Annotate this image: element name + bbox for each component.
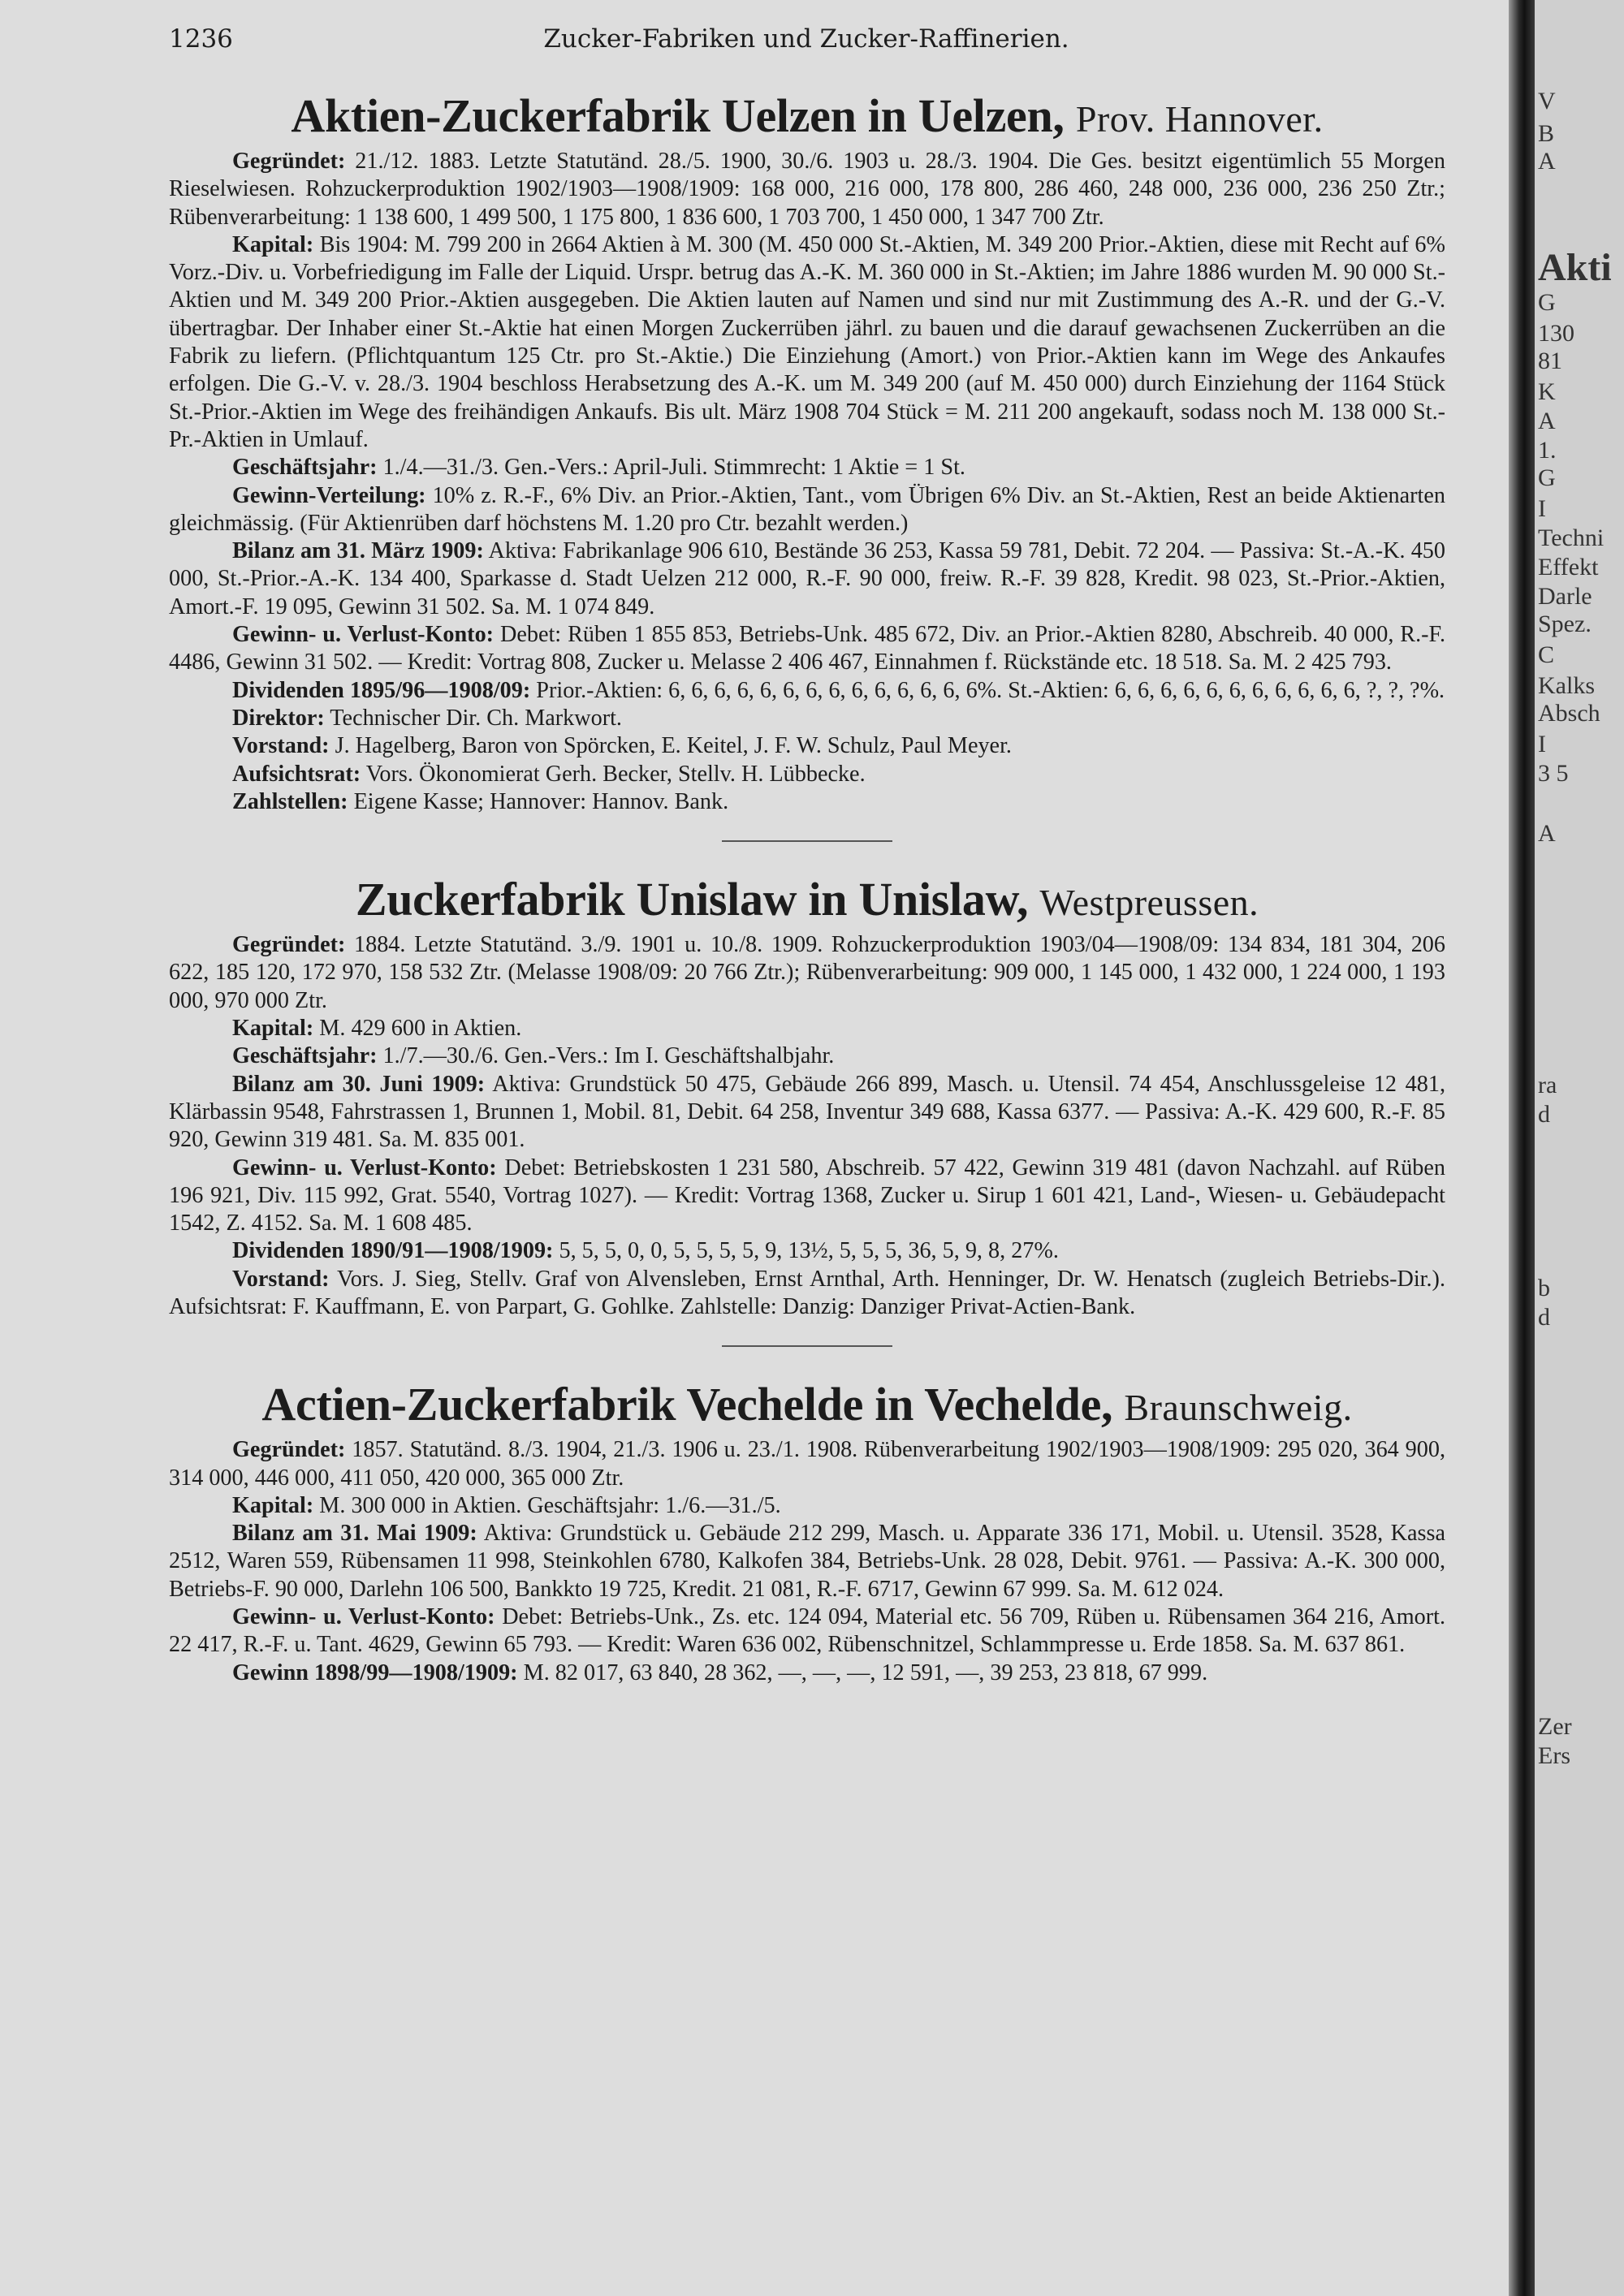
entry-paragraph [169, 1436, 1445, 1492]
adjacent-fragment: Zer [1538, 1713, 1572, 1740]
entry-title-uelzen [169, 88, 1445, 148]
adjacent-fragment: 1. [1538, 437, 1557, 464]
field-label: Gegründet: [232, 932, 346, 958]
adjacent-fragment: A [1538, 820, 1556, 847]
entry-paragraph [169, 231, 1445, 454]
entry-title-main: Actien-Zuckerfabrik Vechelde in Vechelde, [261, 1378, 1113, 1431]
field-text: 1857. Statutänd. 8./3. 1904, 21./3. 1906 u. 23./1. 1908. Rübenverarbeitung 1902/1903—1908/1909: 295 020, 364 900, 314 000, 446 000, 411 050, 420 000, 365 000 Ztr. [169, 1437, 1445, 1491]
field-text: M. 300 000 in Aktien. Geschäftsjahr: 1./6.—31./5. [313, 1492, 781, 1518]
field-text: Aktiva: Grundstück 50 475, Gebäude 266 899, Masch. u. Utensil. 74 454, Anschlussgeleise 12 481, Klärbassin 9548, Fahrstrassen 1, Brunnen 1, Mobil. 81, Debit. 64 258, Inventur 349 688, Kassa 6377. — Passiva: A.-K. 429 600, R.-F. 85 920, Gewinn 319 481. Sa. M. 835 001. [169, 1071, 1445, 1153]
field-label: Gewinn- u. Verlust-Konto: [232, 1154, 497, 1180]
adjacent-fragment: Akti [1538, 246, 1612, 289]
adjacent-fragment: Effekt [1538, 554, 1599, 580]
field-text: 5, 5, 5, 0, 0, 5, 5, 5, 5, 9, 13½, 5, 5, 5, 36, 5, 9, 8, 27%. [553, 1238, 1059, 1264]
entry-paragraph [169, 1266, 1445, 1322]
page-content [169, 88, 1445, 1687]
entry-title-place: Braunschweig. [1124, 1387, 1353, 1429]
field-label: Dividenden 1890/91—1908/1909: [232, 1238, 554, 1264]
adjacent-fragment: d [1538, 1101, 1550, 1128]
adjacent-page-edge [1535, 0, 1624, 2296]
field-text: Vors. J. Sieg, Stellv. Graf von Alvensleben, Ernst Arnthal, Arth. Henninger, Dr. W. Henatsch (zugleich Betriebs-Dir.). Aufsichtsrat: F. Kauffmann, E. von Parpart, G. Gohlke. Zahlstelle: Danzig: Danziger Privat-Actien-Bank. [169, 1266, 1445, 1319]
field-text: Technischer Dir. Ch. Markwort. [324, 705, 622, 731]
field-label: Kapital: [232, 231, 314, 257]
adjacent-fragment: B [1538, 120, 1555, 147]
entry-paragraph [169, 148, 1445, 231]
field-label: Vorstand: [232, 733, 330, 759]
field-text: Aktiva: Grundstück u. Gebäude 212 299, Masch. u. Apparate 336 171, Mobil. u. Utensil. 3528, Kassa 2512, Waren 559, Rübensamen 11 998, Steinkohlen 6780, Kalkofen 384, Betriebs-Unk. 28 028, Debit. 9761. — Passiva: A.-K. 300 000, Betriebs-F. 90 000, Darlehn 106 500, Bankkto 19 725, Kredit. 21 081, R.-F. 6717, Gewinn 67 999. Sa. M. 612 024. [169, 1521, 1445, 1602]
adjacent-fragment: G [1538, 289, 1556, 316]
adjacent-fragment: Techni [1538, 524, 1605, 551]
field-label: Dividenden 1895/96—1908/09: [232, 677, 531, 703]
entry-title-unislaw [169, 871, 1445, 931]
field-label: Bilanz am 30. Juni 1909: [232, 1071, 486, 1097]
book-gutter [1509, 0, 1535, 2296]
field-text: Vors. Ökonomierat Gerh. Becker, Stellv. H. Lübbecke. [361, 761, 866, 787]
field-label: Gewinn-Verteilung: [232, 482, 426, 508]
entry-paragraph [169, 1042, 1445, 1070]
entry-title-place: Prov. Hannover. [1075, 98, 1324, 140]
running-head [169, 24, 1444, 65]
adjacent-fragment: C [1538, 641, 1555, 668]
section-divider [722, 840, 892, 842]
field-label: Zahlstellen: [232, 788, 348, 814]
field-label: Vorstand: [232, 1266, 330, 1292]
entry-paragraph [169, 454, 1445, 481]
adjacent-fragment: A [1538, 148, 1556, 175]
adjacent-fragment: I [1538, 731, 1546, 757]
entry-paragraph [169, 761, 1445, 788]
field-label: Gewinn 1898/99—1908/1909: [232, 1659, 518, 1685]
field-text: Debet: Rüben 1 855 853, Betriebs-Unk. 485 672, Div. an Prior.-Aktien 8280, Abschreib. 40 000, R.-F. 4486, Gewinn 31 502. — Kredit: Vortrag 808, Zucker u. Melasse 2 406 467, Einnahmen f. Rückstände etc. 18 518. Sa. M. 2 425 793. [169, 622, 1446, 675]
adjacent-fragment: I [1538, 495, 1546, 522]
entry-paragraph [169, 732, 1445, 760]
adjacent-fragment: A [1538, 408, 1556, 434]
entry-paragraph [169, 537, 1445, 621]
adjacent-fragment: Kalks [1538, 672, 1595, 699]
adjacent-fragment: Darle [1538, 583, 1592, 610]
entry-paragraph [169, 621, 1445, 677]
field-label: Gewinn- u. Verlust-Konto: [232, 622, 495, 648]
field-text: Prior.-Aktien: 6, 6, 6, 6, 6, 6, 6, 6, 6, 6, 6, 6, 6, 6%. St.-Aktien: 6, 6, 6, 6, 6, 6, 6, 6, 6, 6, 6, ?, ?, ?%. [530, 677, 1445, 703]
entry-paragraph [169, 1237, 1445, 1265]
adjacent-fragment: 81 [1538, 347, 1562, 374]
adjacent-fragment: Absch [1538, 700, 1600, 727]
field-label: Direktor: [232, 705, 325, 731]
entry-paragraph [169, 1603, 1445, 1659]
entry-paragraph [169, 1520, 1445, 1603]
page-number: 1236 [169, 24, 233, 54]
field-text: 10% z. R.-F., 6% Div. an Prior.-Aktien, Tant., vom Übrigen 6% Div. an St.-Aktien, Rest an beide Aktienarten gleichmässig. (Für Aktienrüben darf höchstens M. 1.20 pro Ctr. bezahlt werden.) [169, 482, 1445, 536]
field-text: Eigene Kasse; Hannover: Hannov. Bank. [348, 788, 729, 814]
field-text: 1./4.—31./3. Gen.-Vers.: April-Juli. Stimmrecht: 1 Aktie = 1 St. [377, 455, 965, 481]
adjacent-fragment: Spez. [1538, 611, 1592, 637]
field-label: Kapital: [232, 1492, 314, 1518]
field-text: 1./7.—30./6. Gen.-Vers.: Im I. Geschäftshalbjahr. [377, 1043, 835, 1069]
field-label: Gewinn- u. Verlust-Konto: [232, 1604, 495, 1630]
entry-title-main: Aktien-Zuckerfabrik Uelzen in Uelzen, [291, 89, 1065, 142]
field-text: 1884. Letzte Statutänd. 3./9. 1901 u. 10./8. 1909. Rohzuckerproduktion 1903/04—1908/09: 134 834, 181 304, 206 622, 185 120, 172 970, 158 532 Ztr. (Melasse 1908/09: 20 766 Ztr.); Rübenverarbeitung: 909 000, 1 145 000, 1 432 000, 1 224 000, 1 193 000, 970 000 Ztr. [169, 932, 1445, 1013]
section-divider [722, 1345, 892, 1347]
adjacent-fragment: d [1538, 1304, 1550, 1331]
adjacent-fragment: Ers [1538, 1742, 1570, 1769]
adjacent-fragment: V [1538, 88, 1556, 114]
adjacent-fragment: G [1538, 464, 1556, 491]
adjacent-fragment: b [1538, 1275, 1550, 1301]
field-label: Bilanz am 31. März 1909: [232, 538, 484, 564]
field-text: Debet: Betriebs-Unk., Zs. etc. 124 094, Material etc. 56 709, Rüben u. Rübensamen 364 216, Amort. 22 417, R.-F. u. Tant. 4629, Gewinn 65 793. — Kredit: Waren 636 002, Rübenschnitzel, Schlammpresse u. Erde 1858. Sa. M. 637 861. [169, 1604, 1446, 1658]
entry-paragraph [169, 1071, 1445, 1154]
field-text: Aktiva: Fabrikanlage 906 610, Bestände 36 253, Kassa 59 781, Debit. 72 204. — Passiva: St.-A.-K. 450 000, St.-Prior.-A.-K. 134 400, Sparkasse d. Stadt Uelzen 212 000, R.-F. 90 000, freiw. R.-F. 39 828, Kredit. 98 023, St.-Prior.-Aktien, Amort.-F. 19 095, Gewinn 31 502. Sa. M. 1 074 849. [169, 538, 1445, 619]
entry-paragraph [169, 677, 1445, 705]
adjacent-fragment: ra [1538, 1072, 1557, 1098]
field-label: Geschäftsjahr: [232, 455, 378, 481]
entry-title-main: Zuckerfabrik Unislaw in Unislaw, [355, 873, 1029, 926]
field-text: M. 82 017, 63 840, 28 362, —, —, —, 12 591, —, 39 253, 23 818, 67 999. [517, 1659, 1208, 1685]
entry-paragraph [169, 788, 1445, 816]
field-label: Aufsichtsrat: [232, 761, 361, 787]
entry-title-vechelde [169, 1376, 1445, 1436]
running-title: Zucker-Fabriken und Zucker-Raffinerien. [543, 24, 1069, 54]
entry-paragraph [169, 931, 1445, 1015]
field-label: Gegründet: [232, 1437, 346, 1463]
entry-paragraph [169, 1659, 1445, 1687]
field-text: 21./12. 1883. Letzte Statutänd. 28./5. 1900, 30./6. 1903 u. 28./3. 1904. Die Ges. besitzt eigentümlich 55 Morgen Rieselwiesen. Rohzuckerproduktion 1902/1903—1908/1909: 168 000, 216 000, 178 800, 286 460, 248 000, 236 000, 236 250 Ztr.; Rübenverarbeitung: 1 138 600, 1 499 500, 1 175 800, 1 836 600, 1 703 700, 1 450 000, 1 347 700 Ztr. [169, 149, 1445, 230]
field-label: Bilanz am 31. Mai 1909: [232, 1521, 477, 1547]
entry-paragraph [169, 1492, 1445, 1520]
field-label: Gegründet: [232, 149, 346, 174]
entry-paragraph [169, 705, 1445, 732]
entry-paragraph [169, 1015, 1445, 1042]
field-text: J. Hagelberg, Baron von Spörcken, E. Keitel, J. F. W. Schulz, Paul Meyer. [329, 733, 1012, 759]
entry-paragraph [169, 482, 1445, 538]
field-label: Kapital: [232, 1016, 314, 1042]
adjacent-fragment: 3 5 [1538, 760, 1569, 787]
adjacent-fragment: K [1538, 378, 1556, 405]
field-text: M. 429 600 in Aktien. [313, 1016, 522, 1042]
field-text: Debet: Betriebskosten 1 231 580, Abschreib. 57 422, Gewinn 319 481 (davon Nachzahl. auf Rüben 196 921, Div. 115 992, Grat. 5540, Vortrag 1027). — Kredit: Vortrag 1368, Zucker u. Sirup 1 601 421, Land-, Wiesen- u. Gebäudepacht 1542, Z. 4152. Sa. M. 1 608 485. [169, 1154, 1445, 1236]
field-label: Geschäftsjahr: [232, 1043, 378, 1069]
adjacent-fragment: 130 [1538, 320, 1574, 347]
field-text: Bis 1904: M. 799 200 in 2664 Aktien à M. 300 (M. 450 000 St.-Aktien, M. 349 200 Prior.-Aktien, diese mit Recht auf 6% Vorz.-Div. u. Vorbefriedigung im Falle der Liquid. Urspr. betrug das A.-K. M. 360 000 in St.-Aktien; im Jahre 1886 wurden M. 90 000 St.-Aktien und M. 349 200 Prior.-Aktien ausgegeben. Die Aktien lauten auf Namen und sind nur mit Zustimmung des A.-R. und der G.-V. übertragbar. Der Inhaber einer St.-Aktie hat einen Morgen Zuckerrüben jährl. zu bauen und die darauf gewachsenen Zuckerrüben an die Fabrik zu liefern. (Pflichtquantum 125 Ctr. pro St.-Aktie.) Die Einziehung (Amort.) von Prior.-Aktien kann im Wege des Ankaufes erfolgen. Die G.-V. v. 28./3. 1904 beschloss Herabsetzung des A.-K. um M. 349 200 (auf M. 450 000) durch Einziehung der 1164 Stück St.-Prior.-Aktien im Wege des freihändigen Ankaufs. Bis ult. März 1908 704 Stück = M. 211 200 angekauft, sodass noch M. 138 000 St.-Pr.-Aktien in Umlauf. [169, 231, 1445, 452]
entry-paragraph [169, 1154, 1445, 1238]
entry-title-place: Westpreussen. [1039, 882, 1259, 924]
